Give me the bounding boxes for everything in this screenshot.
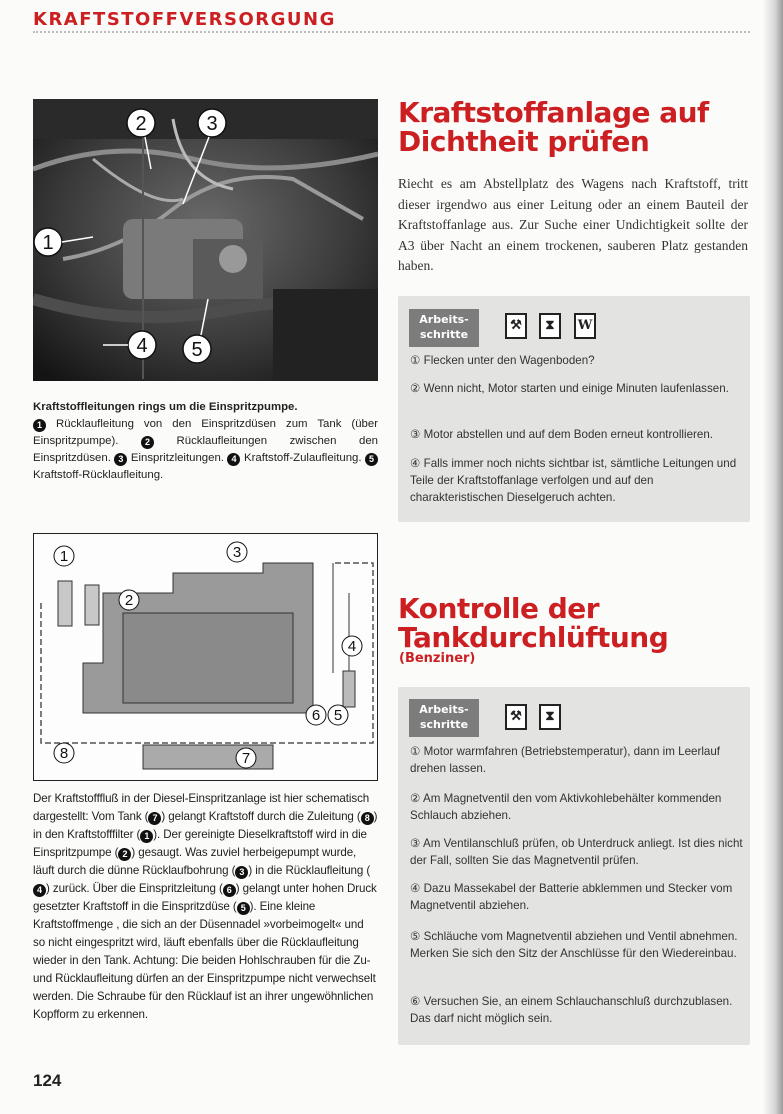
wrench-icon: ⚒ — [505, 704, 527, 730]
svg-text:8: 8 — [59, 745, 69, 762]
svg-text:4: 4 — [136, 335, 148, 357]
photo-callout-1 — [34, 228, 62, 256]
diagram-callout-1 — [54, 546, 74, 566]
step-1: ① Motor warmfahren (Betriebstemperatur), dann im Leerlauf drehen lassen. — [410, 745, 721, 775]
caption-item-1: Rücklaufleitung von den Einspritzdüsen zum Tank (über Einspritzpumpe). — [33, 418, 378, 447]
diagram-callout-8 — [54, 743, 74, 763]
step-1: ① Flecken unter den Wagenboden? — [410, 354, 595, 367]
caption-num-1: 1 — [33, 419, 46, 432]
diagram-caption — [33, 790, 378, 1024]
workshop-icon — [574, 313, 596, 339]
section2-heading — [398, 594, 750, 652]
caption-ref: 2 — [118, 848, 131, 861]
svg-text:5: 5 — [191, 339, 203, 361]
caption-text: ). Eine kleine Kraftstoffmenge , die sich an der Düsennadel »vorbeimogelt« und so nicht eingespritzt wird, läuft ebenfalls über die Rücklaufleitung wieder in den Tank. Achtung: Die beiden Hohlschrauben für die Zu- und Rücklaufleitung dürfen an der Einspritzpumpe nicht verwechselt werden. Die Schraube für den Rücklauf ist an ihrer ungewöhnlichen Kopfform zu erkennen. — [33, 900, 376, 1021]
engine-photo — [33, 99, 378, 381]
wrench-icon: ⚒ — [505, 313, 527, 339]
header-rule — [33, 31, 750, 33]
workshop-icon-letter: W — [577, 318, 593, 333]
caption-num-5: 5 — [365, 453, 378, 466]
section1-heading — [398, 98, 750, 156]
caption-ref: 6 — [223, 884, 236, 897]
caption-ref: 3 — [235, 866, 248, 879]
steps-panel-1 — [398, 296, 750, 522]
caption-item-5: Kraftstoff-Rücklaufleitung. — [33, 469, 164, 481]
step-3: ③ Motor abstellen und auf dem Boden erneut kontrollieren. — [410, 428, 713, 441]
photo-caption — [33, 399, 378, 484]
time-icon: ⧗ — [539, 704, 561, 730]
caption-item-3: Einspritzleitungen. — [130, 452, 224, 464]
caption-item-2: Rücklaufleitungen zwischen den Einspritzdüsen. — [33, 435, 378, 464]
svg-text:6: 6 — [311, 707, 321, 724]
svg-text:3: 3 — [232, 544, 242, 561]
step-2: ② Wenn nicht, Motor starten und einige Minuten laufenlassen. — [410, 382, 729, 395]
svg-text:4: 4 — [347, 638, 357, 655]
tag-line1: Arbeits- — [419, 313, 469, 326]
section1-title-line2: Dichtheit prüfen — [398, 125, 650, 158]
time-icon: ⧗ — [539, 313, 561, 339]
caption-text: ) gesaugt. Was zuviel herbeigepumpt wurde, läuft durch die dünne Rücklaufbohrung ( — [33, 846, 357, 877]
fuel-flow-diagram — [33, 533, 378, 781]
step-4: ④ Falls immer noch nichts sichtbar ist, sämtliche Leitungen und Teile der Kraftstoffanlage verfolgen und auf den charakteristischen Dieselgeruch achten. — [410, 457, 737, 504]
caption-num-2: 2 — [141, 436, 154, 449]
caption-text: ) gelangt unter hohen Druck gesetzter Kraftstoff in die Einspritzdüse ( — [33, 882, 377, 913]
step-3: ③ Am Ventilanschluß prüfen, ob Unterdruck anliegt. Ist dies nicht der Fall, sollten Sie das Magnetventil prüfen. — [410, 837, 743, 867]
caption-text: Der Kraftstofffluß in der Diesel-Einspritzanlage ist hier schematisch dargestellt: Vom Tank ( — [33, 792, 370, 823]
caption-num-3: 3 — [114, 453, 127, 466]
photo-callout-2 — [127, 109, 155, 137]
svg-text:2: 2 — [135, 113, 147, 135]
caption-ref: 4 — [33, 884, 46, 897]
tag-line2: schritte — [419, 328, 469, 341]
svg-text:7: 7 — [241, 750, 251, 767]
arbeitsschritte-tag — [409, 309, 479, 347]
diagram-callout-7 — [236, 748, 256, 768]
caption-num-4: 4 — [227, 453, 240, 466]
svg-text:2: 2 — [124, 592, 134, 609]
section2-title-line2: Tankdurchlüftung — [398, 621, 669, 654]
caption-item-4: Kraftstoff-Zulaufleitung. — [243, 452, 362, 464]
step-2: ② Am Magnetventil den vom Aktivkohlebehälter kommenden Schlauch abziehen. — [410, 792, 722, 822]
svg-text:5: 5 — [333, 707, 343, 724]
section1-intro: Riecht es am Abstellplatz des Wagens nach Kraftstoff, tritt dieser irgendwo aus einer Leitung oder an einem Bauteil der Kraftstoffanlage aus. Zur Suche einer Undichtigkeit sollte der A3 über Nacht an einem trockenen, sauberen Platz gestanden haben. — [398, 176, 748, 273]
step-4: ④ Dazu Massekabel der Batterie abklemmen und Stecker vom Magnetventil abziehen. — [410, 882, 733, 912]
diagram-callout-5 — [328, 705, 348, 725]
caption-text: ) in die Rücklaufleitung ( — [248, 864, 371, 877]
page-edge-shadow — [763, 0, 783, 1114]
section2-title-line1: Kontrolle der — [398, 592, 600, 625]
caption-ref: 5 — [237, 902, 250, 915]
svg-text:1: 1 — [59, 548, 69, 565]
photo-caption-title: Kraftstoffleitungen rings um die Einspritzpumpe. — [33, 401, 298, 413]
section1-title-line1: Kraftstoffanlage auf — [398, 96, 709, 129]
caption-text: ) zurück. Über die Einspritzleitung ( — [46, 882, 223, 895]
diagram-callout-4 — [342, 636, 362, 656]
diagram-callout-6 — [306, 705, 326, 725]
caption-text: ) gelangt Kraftstoff durch die Zuleitung ( — [161, 810, 361, 823]
caption-ref: 8 — [361, 812, 374, 825]
photo-callout-4 — [128, 331, 156, 359]
page-number: 124 — [33, 1071, 62, 1090]
step-6: ⑥ Versuchen Sie, an einem Schlauchanschluß durchzublasen. Das darf nicht möglich sein. — [410, 995, 733, 1025]
diagram-callout-3 — [227, 542, 247, 562]
step-5: ⑤ Schläuche vom Magnetventil abziehen und Ventil abnehmen. Merken Sie sich den Sitz der Anschlüsse für den Wiedereinbau. — [410, 930, 738, 960]
running-header: KRAFTSTOFFVERSORGUNG — [33, 9, 336, 30]
diagram-callout-2 — [119, 590, 139, 610]
photo-callout-5 — [183, 335, 211, 363]
svg-text:1: 1 — [42, 232, 54, 254]
steps-panel-2 — [398, 687, 750, 1045]
section2-subtitle: (Benziner) — [399, 651, 476, 666]
tag-line2: schritte — [419, 718, 469, 731]
caption-ref: 1 — [140, 830, 153, 843]
caption-ref: 7 — [148, 812, 161, 825]
photo-callout-3 — [198, 109, 226, 137]
arbeitsschritte-tag — [409, 699, 479, 737]
caption-text: ). Der gereinigte Dieselkraftstoff wird in die Einspritzpumpe ( — [33, 828, 367, 859]
tag-line1: Arbeits- — [419, 703, 469, 716]
caption-text: ) in den Kraftstofffilter ( — [33, 810, 378, 841]
svg-text:3: 3 — [206, 113, 218, 135]
